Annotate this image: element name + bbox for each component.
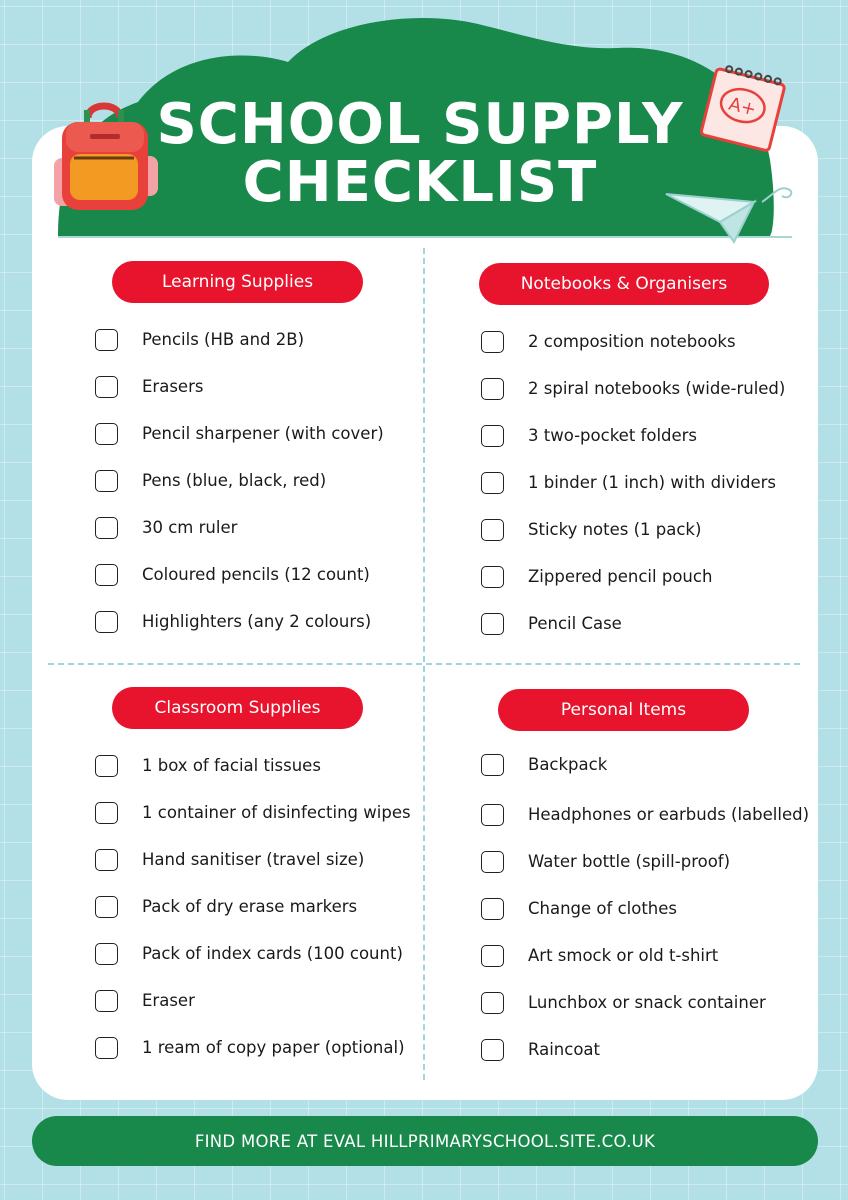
- checkbox[interactable]: [481, 613, 504, 635]
- checkbox[interactable]: [481, 331, 504, 353]
- checkbox[interactable]: [481, 992, 504, 1014]
- item-label: Eraser: [142, 991, 195, 1010]
- item-label: Headphones or earbuds (labelled): [528, 805, 810, 824]
- checkbox[interactable]: [95, 329, 118, 351]
- item-label: Backpack: [528, 755, 608, 774]
- title-line-1: SCHOOL SUPPLY: [156, 92, 684, 157]
- item-label: Coloured pencils (12 count): [142, 565, 370, 584]
- section-heading-personal-items: Personal Items: [498, 689, 749, 731]
- paper-plane-icon: [662, 182, 794, 246]
- item-label: Highlighters (any 2 colours): [142, 612, 372, 631]
- item-label: Change of clothes: [528, 899, 677, 918]
- checkbox[interactable]: [95, 755, 118, 777]
- checkbox[interactable]: [95, 802, 118, 824]
- item-label: 2 spiral notebooks (wide-ruled): [528, 379, 786, 398]
- item-label: Pencil sharpener (with cover): [142, 424, 384, 443]
- checkbox[interactable]: [95, 849, 118, 871]
- checkbox[interactable]: [481, 378, 504, 400]
- item-label: Lunchbox or snack container: [528, 993, 766, 1012]
- item-label: Zippered pencil pouch: [528, 567, 713, 586]
- checkbox[interactable]: [95, 943, 118, 965]
- checkbox[interactable]: [95, 376, 118, 398]
- checkbox[interactable]: [481, 754, 504, 776]
- checkbox[interactable]: [95, 423, 118, 445]
- checkbox[interactable]: [95, 470, 118, 492]
- item-label: 1 binder (1 inch) with dividers: [528, 473, 777, 492]
- checkbox[interactable]: [481, 1039, 504, 1061]
- section-heading-learning-supplies: Learning Supplies: [112, 261, 363, 303]
- checkbox[interactable]: [481, 425, 504, 447]
- item-label: Water bottle (spill-proof): [528, 852, 731, 871]
- item-label: Sticky notes (1 pack): [528, 520, 702, 539]
- checkbox[interactable]: [95, 611, 118, 633]
- item-label: Erasers: [142, 377, 204, 396]
- checkbox[interactable]: [481, 804, 504, 826]
- footer-banner: [32, 1116, 818, 1166]
- checkbox[interactable]: [481, 945, 504, 967]
- item-label: 1 ream of copy paper (optional): [142, 1038, 405, 1057]
- checkbox[interactable]: [95, 896, 118, 918]
- checkbox[interactable]: [481, 898, 504, 920]
- checkbox[interactable]: [95, 990, 118, 1012]
- graded-paper-icon: [694, 62, 794, 156]
- grade-label: A+: [726, 93, 759, 121]
- checkbox[interactable]: [481, 519, 504, 541]
- item-label: Pack of index cards (100 count): [142, 944, 403, 963]
- item-label: 1 box of facial tissues: [142, 756, 321, 775]
- item-label: Art smock or old t-shirt: [528, 946, 719, 965]
- checkbox[interactable]: [95, 564, 118, 586]
- page-title: [130, 92, 710, 215]
- item-label: Pencils (HB and 2B): [142, 330, 305, 349]
- checkbox[interactable]: [95, 1037, 118, 1059]
- section-heading-classroom-supplies: Classroom Supplies: [112, 687, 363, 729]
- item-label: Pack of dry erase markers: [142, 897, 358, 916]
- checkbox[interactable]: [481, 472, 504, 494]
- item-label: 2 composition notebooks: [528, 332, 736, 351]
- item-label: 3 two-pocket folders: [528, 426, 698, 445]
- item-label: Pencil Case: [528, 614, 622, 633]
- item-label: Raincoat: [528, 1040, 601, 1059]
- checkbox[interactable]: [481, 566, 504, 588]
- item-label: 30 cm ruler: [142, 518, 238, 537]
- title-line-2: CHECKLIST: [242, 150, 598, 215]
- row-divider: [48, 663, 800, 665]
- item-label: Hand sanitiser (travel size): [142, 850, 365, 869]
- checkbox[interactable]: [95, 517, 118, 539]
- item-label: Pens (blue, black, red): [142, 471, 327, 490]
- backpack-icon: [50, 98, 162, 214]
- section-heading-notebooks-organisers: Notebooks & Organisers: [479, 263, 769, 305]
- checkbox[interactable]: [481, 851, 504, 873]
- footer-text: FIND MORE AT EVAL HILLPRIMARYSCHOOL.SITE.CO.UK: [194, 1131, 656, 1151]
- item-label: 1 container of disinfecting wipes: [142, 803, 411, 822]
